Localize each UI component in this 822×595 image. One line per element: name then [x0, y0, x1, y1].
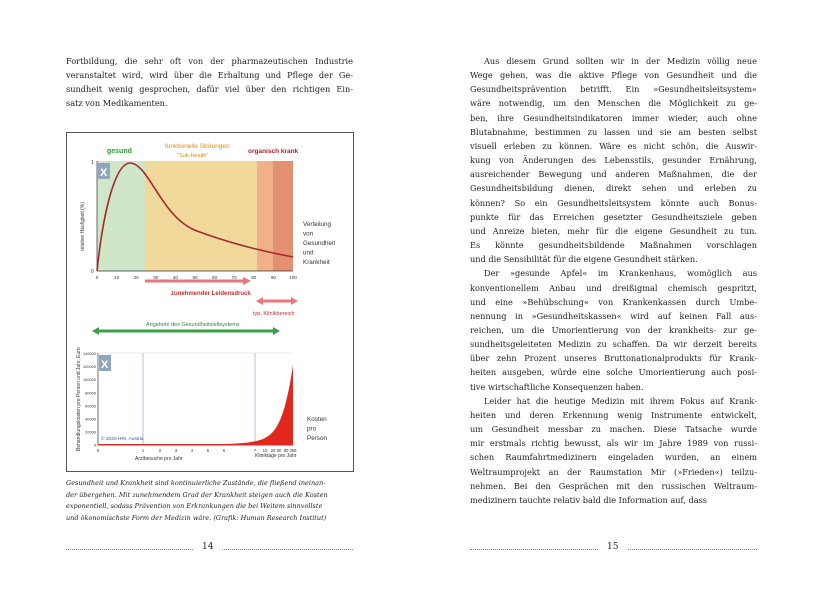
bottom-x-tick: 90: [283, 448, 289, 453]
bottom-xlabel-left: Arztbesuche pro Jahr: [135, 456, 183, 462]
text-line: Fortbildung, die sehr oft von der pharmazeutischen Industrie: [66, 56, 353, 66]
top-x-tick: 80: [251, 275, 257, 280]
text-line: tive wirtschaftliche Konsequenzen haben.: [470, 381, 644, 392]
text-line: schen Raumfahrtmedizinern eingeladen wurden, an einem: [470, 452, 757, 463]
bottom-x-tick: 6: [222, 448, 226, 453]
copyright: © 2020 HRI, Austria: [101, 437, 144, 442]
top-x-ticks: [96, 275, 298, 280]
text-line: medizinern tauchte relativ bald die Information auf, dass: [470, 494, 708, 505]
bottom-x-tick: 10: [262, 448, 268, 453]
text-line: veranstaltet wird, wird über die Erhaltung und Pflege der Ge-: [66, 70, 353, 81]
top-x-tick: 70: [231, 275, 237, 280]
text-line: und Anreize bieten, mehr für die eigene Gesundheit zu tun.: [470, 225, 757, 236]
right-footer-rule-left: [470, 549, 598, 550]
offers-label: Angebote des Gesundheitsleitsystems: [146, 322, 240, 328]
bottom-y-tick: 60000: [85, 403, 96, 409]
figure-svg: [67, 133, 353, 471]
label-healthy: gesund: [107, 148, 132, 155]
body-paragraph: [470, 266, 757, 393]
right-body: [470, 54, 757, 507]
zone-sick-light: [257, 161, 273, 271]
health-figure: [66, 132, 354, 472]
distribution-label-line: und: [303, 249, 314, 257]
bottom-y-tick: 120000: [83, 364, 96, 370]
distribution-label-line: Gesundheit: [303, 240, 336, 247]
bottom-x-tick: 7: [253, 448, 257, 453]
text-line: wäre notwendig, um den Menschen die Möglichkeit zu ge-: [470, 98, 757, 109]
text-line: Wege gehen, was die aktive Pflege von Gesundheit und die: [470, 70, 757, 81]
distribution-label-line: Verteilung: [303, 221, 332, 228]
top-x-tick: 10: [114, 275, 120, 280]
text-line: sundheitsgeleiteten Medizin zu schaffen. Da wir derzeit bereits: [470, 339, 757, 350]
top-x-tick: 90: [270, 275, 276, 280]
caption-line: der übergehen. Mit zunehmendem Grad der Krankheit steigen auch die Kosten: [66, 490, 328, 499]
left-intro-paragraph: [66, 54, 353, 111]
text-line: reichen, um die Umorientierung von der krankheits- zur ge-: [470, 324, 757, 335]
bottom-x-tick: 5: [206, 448, 210, 453]
distribution-label-line: von: [303, 230, 314, 238]
text-line: punkte für das Erreichen gesetzter Gesundheitsziele geben: [470, 211, 757, 222]
text-line: Aus diesem Grund sollten wir in der Medizin völlig neue: [484, 56, 757, 66]
bottom-y-tick: 0: [93, 442, 96, 448]
logo-x-top: X: [100, 167, 108, 179]
top-x-tick: 20: [133, 275, 139, 280]
left-page-number: 14: [202, 542, 214, 552]
bottom-y-tick: 80000: [85, 390, 96, 396]
text-line: heiten ausgeben, würde eine solche Umorientierung auch posi-: [470, 367, 757, 378]
text-line: visuell erleben zu können. Wäre es nicht schön, die Auswir-: [470, 140, 757, 151]
bottom-x-tick: 365: [289, 448, 297, 453]
bottom-x-tick: 1: [141, 448, 145, 453]
body-paragraph: [470, 54, 757, 266]
text-line: satz von Medikamenten.: [66, 98, 168, 109]
logo-x-bottom: X: [101, 359, 109, 371]
text-line: ausreichender Bewegung und anderen Maßnahmen, die der: [470, 169, 757, 180]
text-line: über zehn Prozent unseres Bruttonationalprodukts für Krank-: [470, 353, 757, 364]
figure-caption: [66, 478, 353, 524]
text-line: konventionellem Anbau und dreißigmal chemisch gespritzt,: [470, 282, 757, 293]
zone-functional: [145, 161, 257, 271]
text-line: heiten und deren Erkennung wenig Instrumente entwickelt,: [470, 409, 757, 420]
text-line: und eine »Behübschung« von Krankenkassen durch Umbe-: [470, 296, 757, 307]
text-line: Gesundheitsbildung dienen, direkt sehen und erleben zu: [470, 183, 757, 194]
label-functional: funktionelle Störungen: [165, 143, 230, 150]
clinic-arrowhead-left: [256, 297, 263, 305]
top-x-tick: 60: [212, 275, 218, 280]
text-line: nehmen. Bei den Gesprächen mit den russischen Weltraum-: [470, 480, 757, 491]
label-sick: organisch krank: [248, 148, 299, 155]
right-footer-rule-right: [628, 549, 757, 550]
top-x-tick: 50: [192, 275, 198, 280]
bottom-y-tick: 100000: [83, 377, 96, 383]
offers-arrowhead-right: [273, 327, 280, 335]
bottom-x-tick: 4: [190, 448, 194, 453]
top-y-label: relative Häufigkeit (%): [80, 202, 86, 251]
top-x-tick: 30: [153, 275, 159, 280]
text-line: Der »gesunde Apfel« im Krankenhaus, womöglich aus: [484, 268, 757, 279]
cost-label-line: Kosten: [307, 416, 327, 423]
left-footer-rule-left: [66, 549, 193, 550]
offers-arrowhead-left: [92, 327, 99, 335]
top-x-tick: 100: [289, 275, 297, 280]
text-line: Gesundheitsprävention betrifft. Ein »Gesundheitsleitsystem«: [470, 84, 757, 95]
text-line: und die Sensibilität für die eigene Gesundheit stärken.: [470, 254, 698, 265]
bottom-y-label: Behandlungskosten pro Person und Jahr, Euro: [76, 347, 82, 451]
right-page-number: 15: [607, 542, 619, 552]
top-y-tick-0: 0: [91, 269, 94, 275]
bottom-y-tick: 40000: [85, 416, 96, 422]
bottom-x-tick: 20: [270, 448, 276, 453]
cost-label-line: pro: [307, 425, 317, 433]
text-line: Es könnte gesundheitsbildende Maßnahmen vorschlagen: [470, 240, 757, 251]
text-line: mir erstmals richtig bewusst, als wir im Jahre 1989 von russi-: [470, 438, 757, 449]
caption-line: und ökonomischste Form der Medizin wäre. (Grafik: Human Research Institut): [66, 513, 327, 522]
clinic-label: typ. Klinikbereich: [253, 311, 295, 317]
label-subhealth: "Sub-Health": [177, 153, 209, 159]
text-line: kung von Änderungen des Lebensstils, gesunder Ernährung,: [470, 155, 757, 166]
top-y-tick-1: 1: [91, 160, 94, 166]
bottom-xlabel-right: Kliniktage pro Jahr: [255, 453, 297, 459]
text-line: Weltraumprojekt an der Raumstation Mir (»Frieden«) teilzu-: [470, 466, 757, 477]
bottom-y-ticks: [83, 351, 97, 448]
top-x-tick: 0: [95, 275, 99, 280]
suffering-label: zunehmender Leidensdruck: [171, 291, 251, 297]
text-line: sundheit wenig gesprochen, dafür viel über den richtigen Ein-: [66, 84, 353, 95]
text-line: Blutabnahme, bestimmen zu lassen und sie am besten selbst: [470, 126, 757, 137]
clinic-arrowhead-right: [291, 297, 298, 305]
caption-line: exponentiell, sodass Prävention von Erkrankungen die bei Weitem sinnvollste: [66, 502, 323, 511]
suffering-arrowhead: [243, 277, 251, 285]
cost-curve: [98, 365, 293, 445]
top-right-label: [303, 221, 335, 266]
bottom-x-tick: 2: [158, 448, 162, 453]
bottom-y-tick: 20000: [85, 429, 96, 435]
bottom-y-tick: 140000: [83, 351, 96, 356]
cost-label-line: Person: [307, 435, 327, 442]
left-footer-rule-right: [222, 549, 353, 550]
text-line: können? So ein Gesundheitsleitsystem könnte auch Bonus-: [470, 197, 757, 208]
bottom-x-tick: 3: [174, 448, 178, 453]
body-paragraph: [470, 394, 757, 507]
caption-line: Gesundheit und Krankheit sind kontinuierliche Zustände, die fließend ineinan-: [66, 479, 326, 487]
bottom-x-tick: 0: [96, 448, 100, 453]
text-line: nennung in »Gesundheitskassen« wird auf keinen Fall aus-: [470, 310, 757, 321]
text-line: ben, ihre Gesundheitsindikatoren immer wieder, auch ohne: [470, 112, 757, 123]
top-x-tick: 40: [172, 275, 178, 280]
text-line: um Gesundheit messbar zu machen. Diese Tatsache wurde: [470, 424, 757, 435]
text-line: Leider hat die heutige Medizin mit ihrem Fokus auf Krank-: [484, 395, 757, 406]
bottom-x-tick: 30: [276, 448, 282, 453]
distribution-label-line: Krankheit: [303, 259, 330, 266]
bottom-right-label: [307, 416, 327, 442]
